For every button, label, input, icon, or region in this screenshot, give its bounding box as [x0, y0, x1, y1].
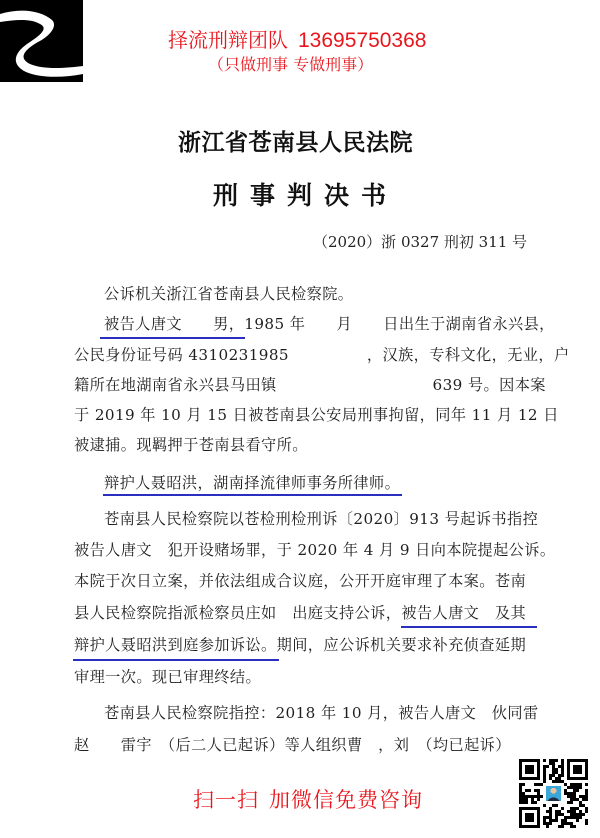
- highlight-underline: [100, 337, 245, 339]
- body-line: 辩护人聂昭洪到庭参加诉讼。期间，应公诉机关要求补充侦查延期: [74, 636, 527, 654]
- highlight-underline: [401, 626, 537, 628]
- highlight-underline: [103, 494, 402, 496]
- body-line: 被告人唐文 男，1985 年 月 日出生于湖南省永兴县，: [104, 315, 555, 333]
- body-line: 赵 雷宇 （后二人已起诉）等人组织曹 ，刘 （均已起诉）: [74, 736, 511, 754]
- body-line: 县人民检察院指派检察员庄如 出庭支持公诉，被告人唐文 及其: [74, 604, 527, 622]
- team-name: 择流刑辩团队: [168, 28, 288, 52]
- body-line: 审理一次。现已审理终结。: [74, 668, 262, 686]
- body-line: 于 2019 年 10 月 15 日被苍南县公安局刑事拘留，同年 11 月 12 日: [74, 406, 559, 424]
- cta-wechat: 加微信免费咨询: [269, 788, 423, 812]
- body-line: 辩护人聂昭洪，湖南择流律师事务所律师。: [104, 474, 401, 492]
- body-line: 被逮捕。现羁押于苍南县看守所。: [74, 436, 308, 454]
- body-line: 苍南县人民检察院指控：2018 年 10 月，被告人唐文 伙同雷: [104, 704, 539, 722]
- court-name: 浙江省苍南县人民法院: [178, 129, 413, 156]
- body-line: 籍所在地湖南省永兴县马田镇 639 号。因本案: [74, 376, 546, 394]
- ad-tagline: （只做刑事 专做刑事）: [208, 55, 374, 74]
- case-number: （2020）浙 0327 刑初 311 号: [313, 233, 528, 251]
- law-firm-logo-icon: [0, 0, 83, 82]
- consult-cta[interactable]: [193, 784, 423, 814]
- phone-number[interactable]: 13695750368: [298, 29, 427, 52]
- document-type-title: 刑事判决书: [213, 181, 399, 210]
- body-line: 被告人唐文 犯开设赌场罪，于 2020 年 4 月 9 日向本院提起公诉。: [74, 541, 556, 559]
- body-line: 公诉机关浙江省苍南县人民检察院。: [104, 285, 354, 303]
- body-line: 公民身份证号码 4310231985 ，汉族，专科文化，无业，户: [74, 346, 570, 364]
- cta-scan: 扫一扫: [193, 788, 259, 812]
- wechat-qr-code-icon[interactable]: [519, 758, 588, 829]
- body-line: 本院于次日立案，并依法组成合议庭，公开开庭审理了本案。苍南: [74, 572, 527, 590]
- highlight-underline: [73, 659, 279, 661]
- body-line: 苍南县人民检察院以苍检刑检刑诉〔2020〕913 号起诉书指控: [104, 510, 539, 528]
- ad-header: [168, 24, 426, 53]
